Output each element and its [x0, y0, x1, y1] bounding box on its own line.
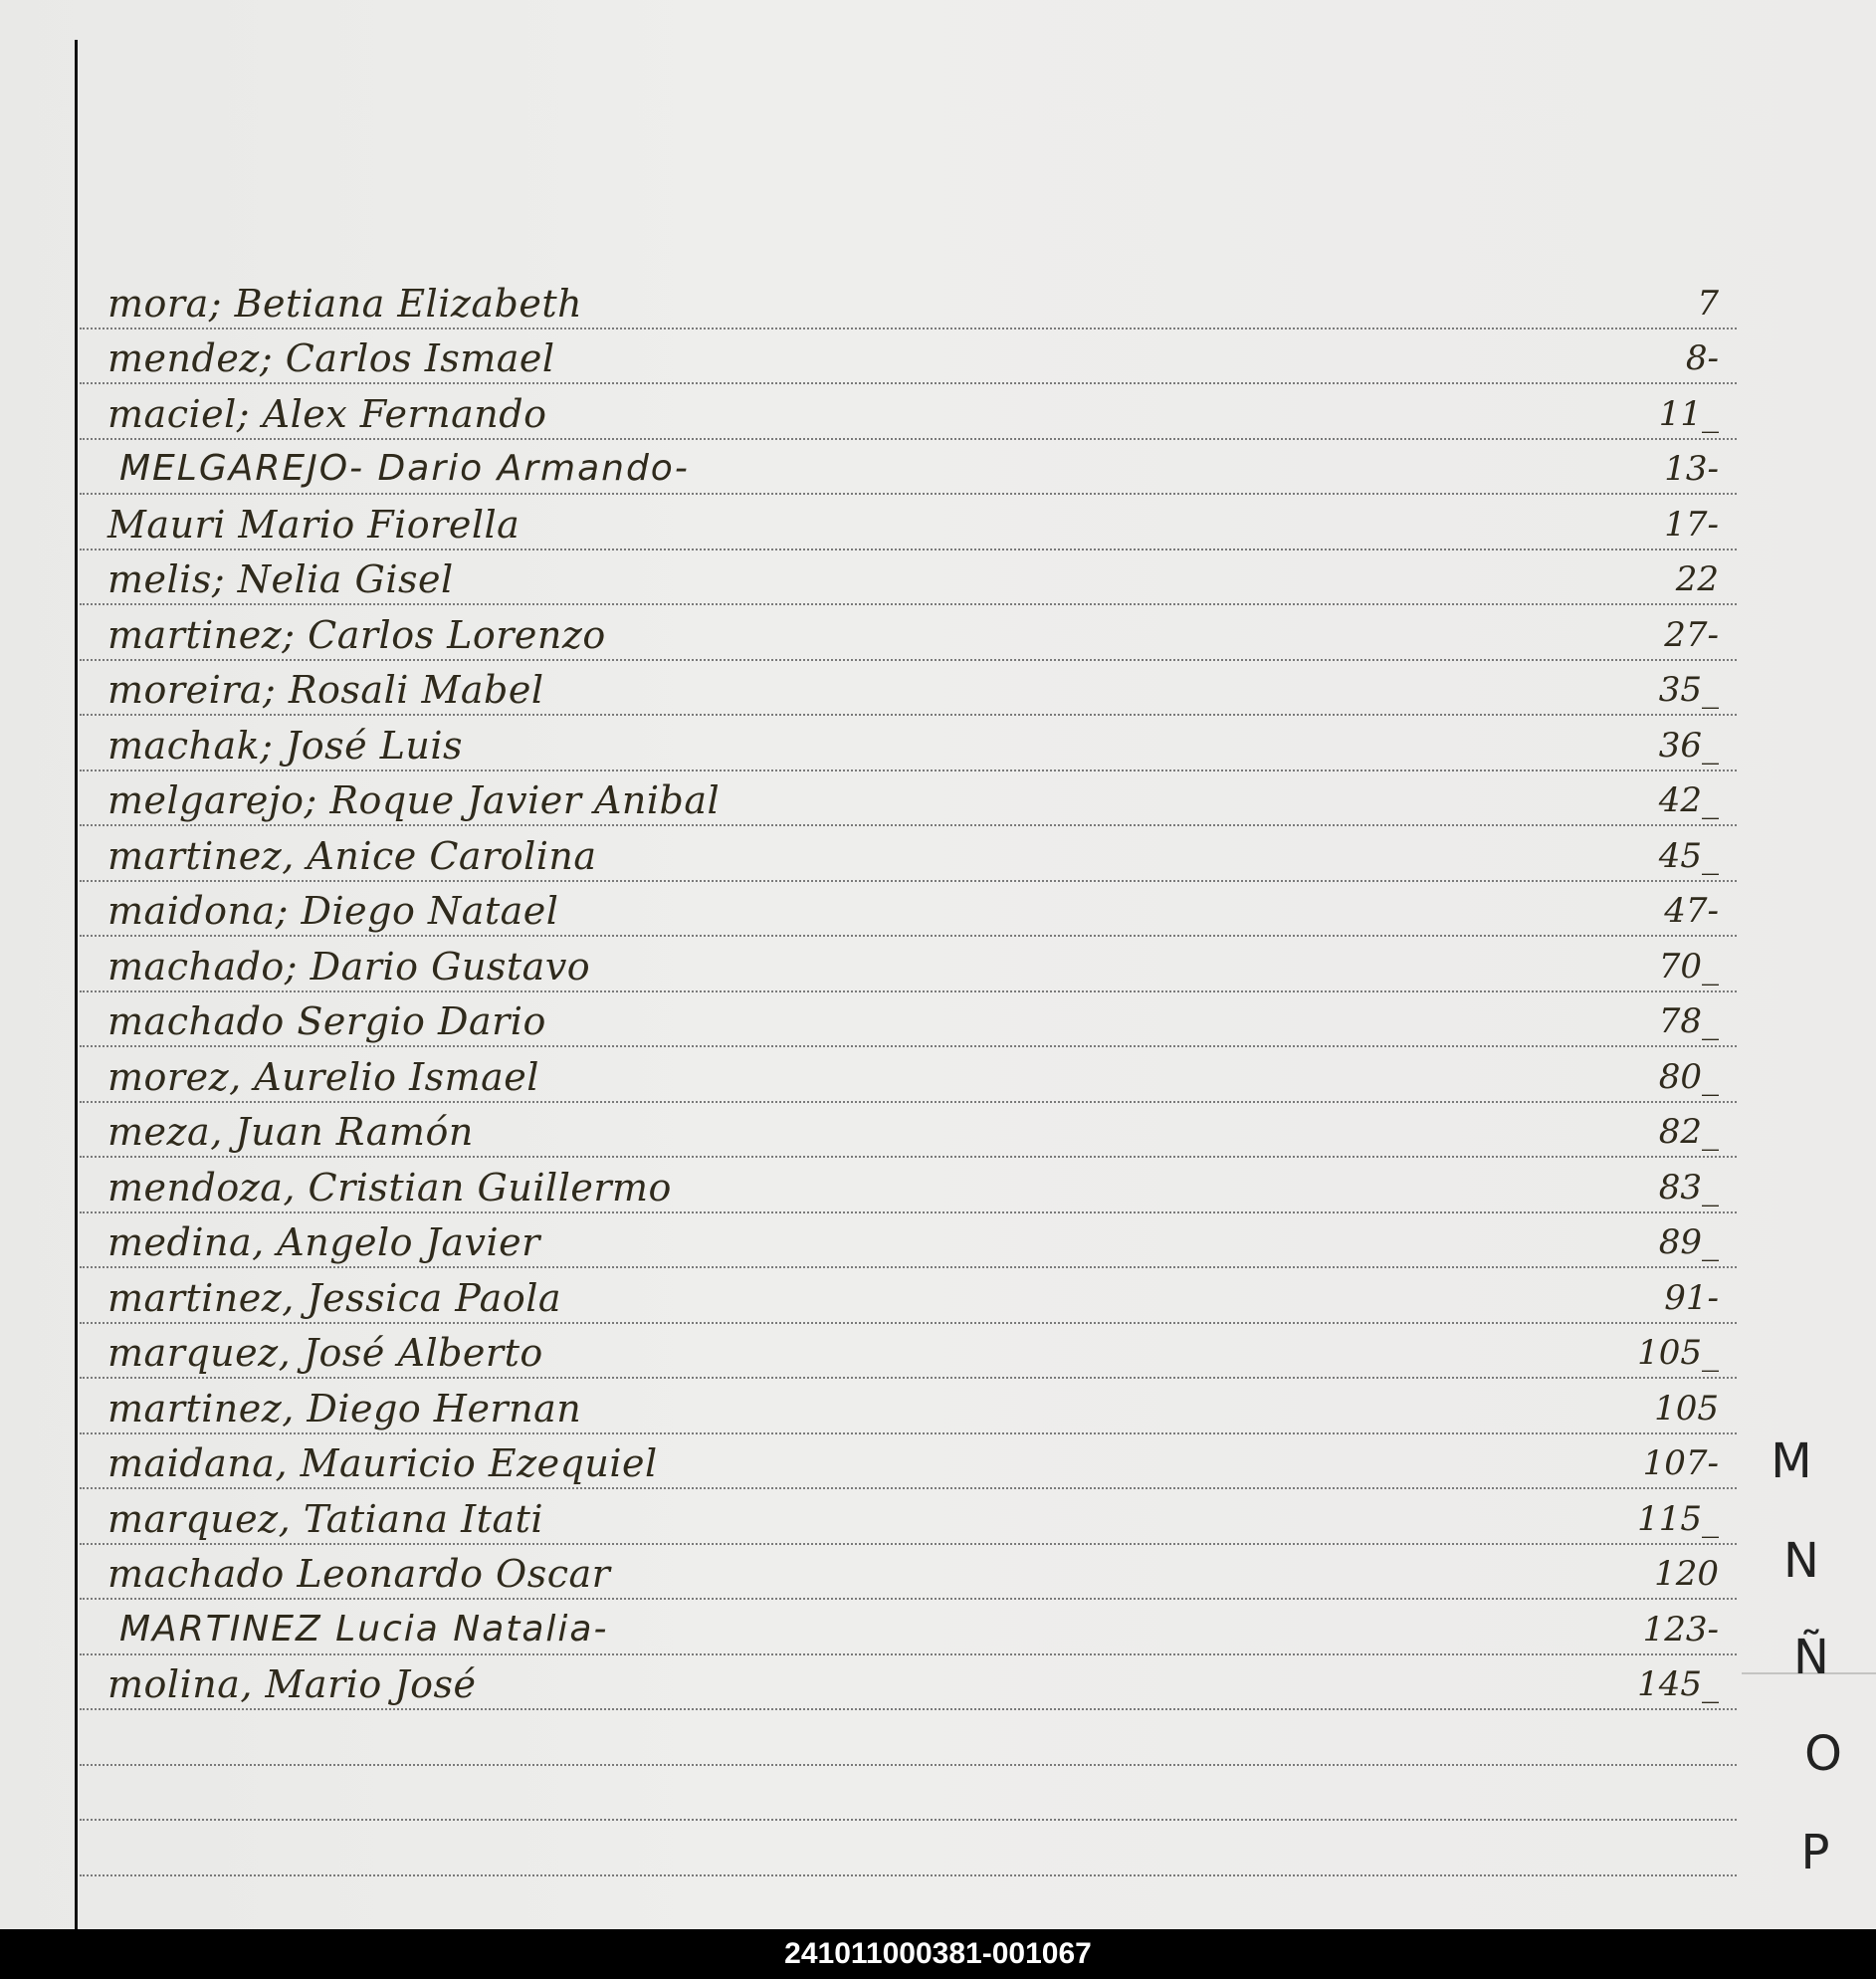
index-row [80, 1655, 1737, 1711]
entry-name: melgarejo; Roque Javier Anibal [107, 778, 721, 822]
index-row [80, 1103, 1737, 1159]
entry-page-number: 36_ [1658, 725, 1719, 766]
index-row [80, 771, 1737, 827]
entry-page-number: 115_ [1637, 1498, 1719, 1539]
entry-page-number: 89_ [1658, 1222, 1719, 1262]
entry-name: meza, Juan Ramón [107, 1110, 474, 1154]
entry-name: maidona; Diego Natael [107, 889, 559, 933]
entry-page-number: 42_ [1658, 780, 1719, 820]
entry-page-number: 145_ [1637, 1664, 1719, 1704]
margin-line [75, 40, 78, 1929]
entry-name: martinez, Anice Carolina [107, 833, 597, 878]
entry-name: medina, Angelo Javier [107, 1220, 540, 1264]
tab-letter: O [1804, 1726, 1842, 1782]
entry-page-number: 47- [1664, 891, 1719, 931]
index-row [80, 1766, 1737, 1822]
entry-name: marquez, Tatiana Itati [107, 1496, 544, 1541]
index-row [80, 1434, 1737, 1490]
entry-page-number: 78_ [1658, 1001, 1719, 1041]
entry-page-number: 83_ [1658, 1167, 1719, 1208]
index-row [80, 330, 1737, 385]
entry-page-number: 123- [1642, 1609, 1719, 1649]
index-row [80, 440, 1737, 496]
index-row [80, 605, 1737, 661]
tab-letter: P [1800, 1825, 1830, 1880]
index-row [80, 1324, 1737, 1380]
entry-page-number: 80_ [1658, 1056, 1719, 1097]
entry-page-number: 35_ [1658, 670, 1719, 710]
entry-name: martinez; Carlos Lorenzo [107, 612, 606, 657]
entry-page-number: 105 [1654, 1388, 1719, 1429]
entry-name: moreira; Rosali Mabel [107, 668, 544, 712]
index-row [80, 495, 1737, 550]
entry-page-number: 17- [1664, 504, 1719, 545]
entry-page-number: 82_ [1658, 1112, 1719, 1152]
entry-name: Mauri Mario Fiorella [107, 502, 521, 547]
index-row [80, 1158, 1737, 1213]
tab-letter: M [1771, 1433, 1812, 1489]
entry-name: martinez, Diego Hernan [107, 1386, 582, 1430]
entry-page-number: 120 [1654, 1554, 1719, 1594]
index-row [80, 826, 1737, 882]
index-row [80, 937, 1737, 992]
entry-page-number: 107- [1642, 1443, 1719, 1483]
index-row [80, 1545, 1737, 1601]
entry-name: mora; Betiana Elizabeth [107, 281, 583, 326]
index-row [80, 882, 1737, 938]
entry-page-number: 7 [1697, 283, 1719, 324]
index-row [80, 1489, 1737, 1545]
index-row [80, 550, 1737, 606]
tab-letter: Ñ [1793, 1630, 1829, 1685]
index-row [80, 1047, 1737, 1103]
entry-page-number: 11_ [1658, 393, 1719, 434]
entry-name: maciel; Alex Fernando [107, 391, 547, 436]
document-id: 241011000381-001067 [784, 1937, 1092, 1970]
alphabet-tab-strip [1762, 1433, 1876, 1929]
document-id-bar [0, 1929, 1876, 1979]
entry-page-number: 8- [1685, 338, 1719, 378]
entry-name: mendez; Carlos Ismael [107, 336, 555, 380]
index-row [80, 1213, 1737, 1269]
index-row [80, 716, 1737, 771]
entry-page-number: 105_ [1637, 1333, 1719, 1373]
entry-name: machado Leonardo Oscar [107, 1552, 611, 1596]
entry-name: machak; José Luis [107, 723, 464, 768]
index-row [80, 1379, 1737, 1434]
entry-page-number: 13- [1664, 449, 1719, 489]
entry-page-number: 45_ [1658, 835, 1719, 876]
entry-page-number: 22 [1675, 559, 1719, 599]
entry-page-number: 91- [1664, 1277, 1719, 1318]
index-row [80, 1600, 1737, 1655]
index-row [80, 661, 1737, 717]
entry-name: morez, Aurelio Ismael [107, 1054, 539, 1099]
entry-name: melis; Nelia Gisel [107, 557, 454, 601]
entry-name: MELGAREJO- Dario Armando- [119, 448, 690, 489]
index-row [80, 384, 1737, 440]
index-row [80, 992, 1737, 1048]
entry-name: martinez, Jessica Paola [107, 1275, 562, 1320]
index-row [80, 1710, 1737, 1766]
entry-name: mendoza, Cristian Guillermo [107, 1165, 672, 1209]
index-row [80, 1821, 1737, 1876]
entry-name: maidana, Mauricio Ezequiel [107, 1441, 658, 1485]
index-row [80, 274, 1737, 330]
entry-name: marquez, José Alberto [107, 1331, 543, 1375]
entry-name: MARTINEZ Lucia Natalia- [119, 1608, 609, 1649]
index-list [80, 274, 1737, 1876]
tab-letter: N [1783, 1533, 1819, 1589]
entry-name: machado Sergio Dario [107, 999, 546, 1043]
entry-page-number: 70_ [1658, 946, 1719, 987]
index-row [80, 1268, 1737, 1324]
entry-name: machado; Dario Gustavo [107, 944, 591, 989]
entry-name: molina, Mario José [107, 1662, 477, 1706]
entry-page-number: 27- [1664, 614, 1719, 655]
